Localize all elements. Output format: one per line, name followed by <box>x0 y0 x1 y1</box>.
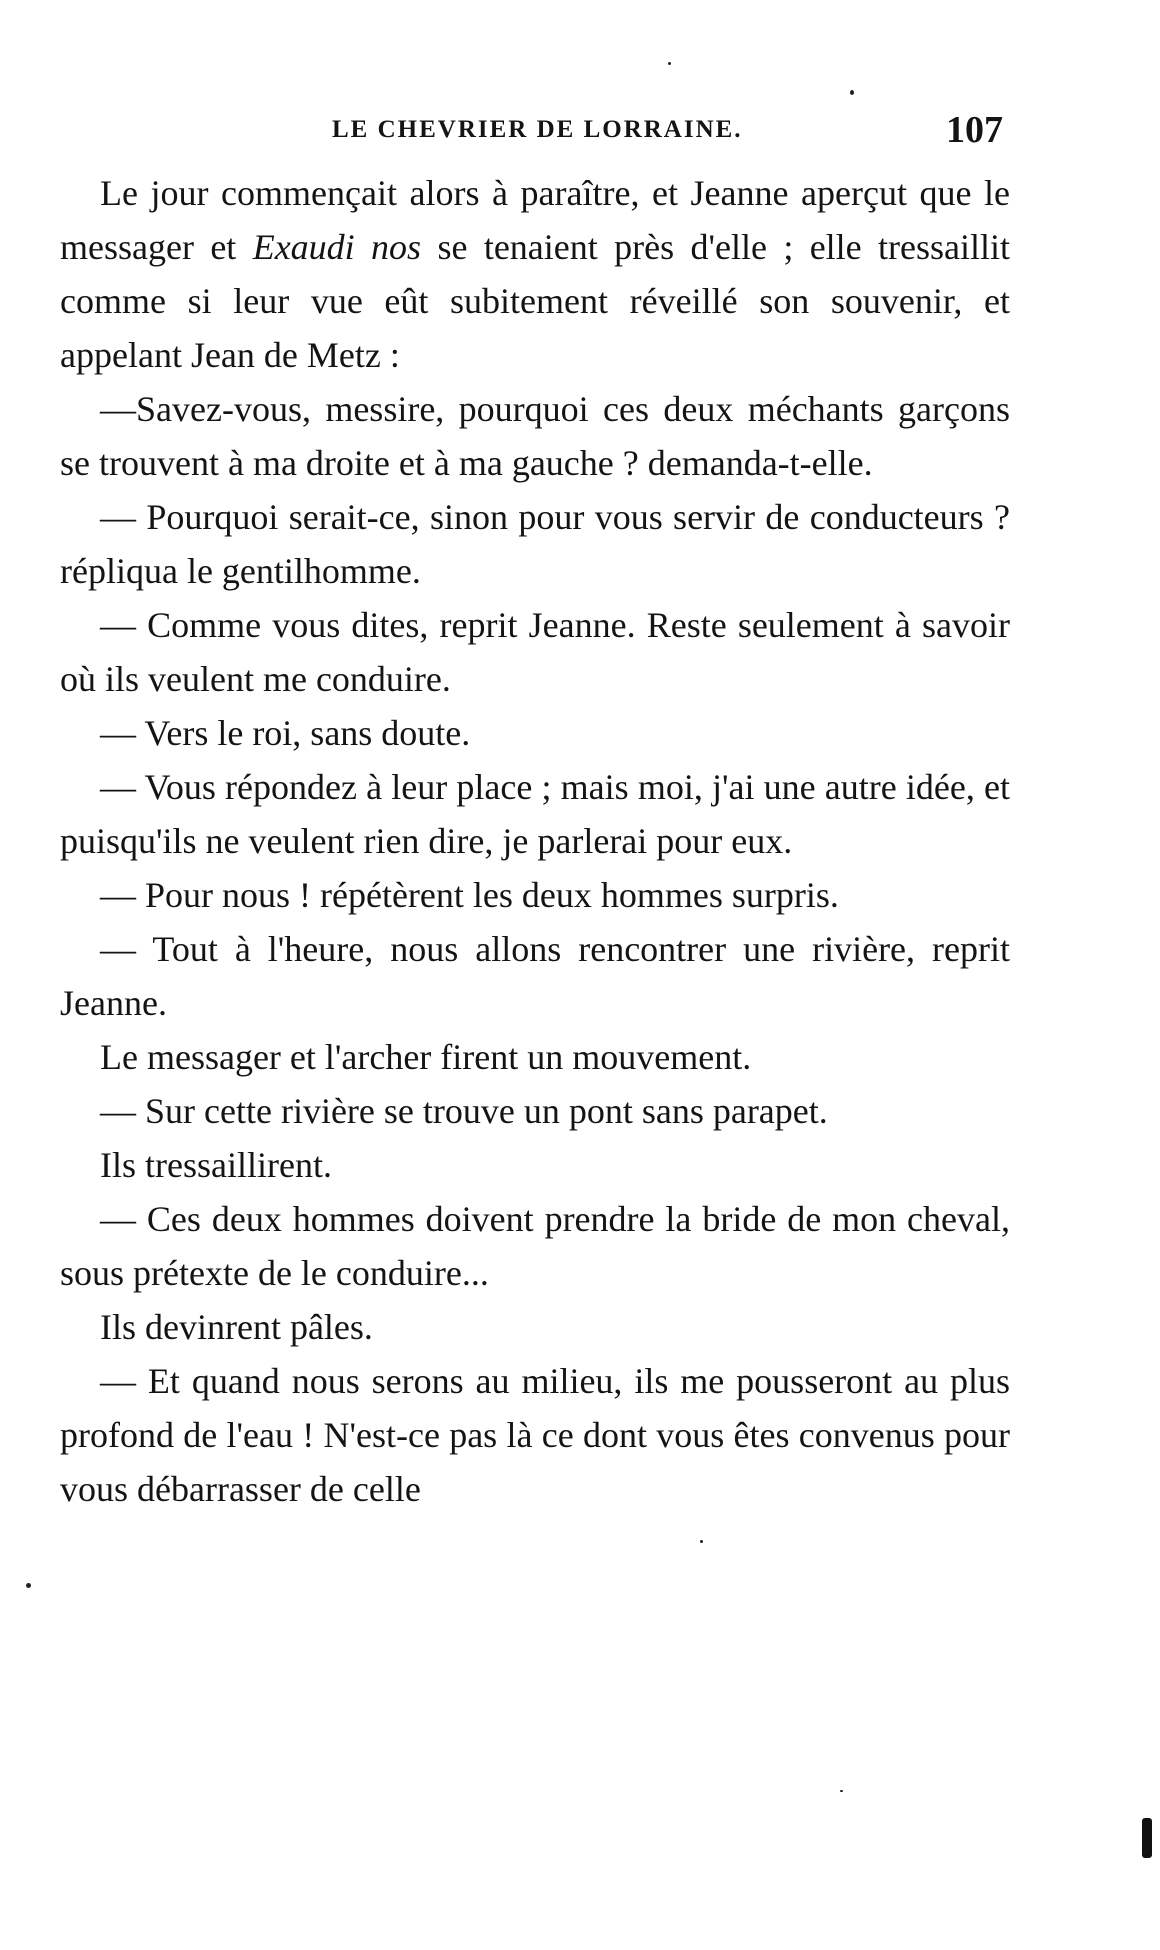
paragraph-1 <box>60 166 1010 382</box>
scan-speck <box>850 90 854 95</box>
paragraph-13: Ils devinrent pâles. <box>100 1307 373 1347</box>
paragraph-9: Le messager et l'archer firent un mouvement. <box>100 1037 752 1077</box>
paragraph-2: —Savez-vous, messire, pourquoi ces deux méchants garçons se trouvent à ma droite et à ma gauche ? demanda-t-elle. <box>60 389 1010 483</box>
paragraph-11: Ils tressaillirent. <box>100 1145 332 1185</box>
body-text <box>60 166 1010 1516</box>
scan-speck <box>26 1583 31 1588</box>
paragraph-1-text: Le jour commençait alors à paraître, et Jeanne aperçut que le messager et <box>60 173 1010 267</box>
paragraph-1-italic: Exaudi nos <box>252 227 422 267</box>
paragraph-10: — Sur cette rivière se trouve un pont sans parapet. <box>100 1091 828 1131</box>
paragraph-7: — Pour nous ! répétèrent les deux hommes surpris. <box>100 875 839 915</box>
page-header <box>0 108 1160 158</box>
paragraph-6: — Vous répondez à leur place ; mais moi, j'ai une autre idée, et puisqu'ils ne veulent rien dire, je parlerai pour eux. <box>60 767 1010 861</box>
page-edge-mark <box>1142 1818 1152 1858</box>
paragraph-4: — Comme vous dites, reprit Jeanne. Reste seulement à savoir où ils veulent me conduire. <box>60 605 1010 699</box>
paragraph-8: — Tout à l'heure, nous allons rencontrer une rivière, reprit Jeanne. <box>60 929 1010 1023</box>
paragraph-12: — Ces deux hommes doivent prendre la bride de mon cheval, sous prétexte de le conduire... <box>60 1199 1010 1293</box>
paragraph-3: — Pourquoi serait-ce, sinon pour vous servir de conducteurs ? répliqua le gentilhomme. <box>60 497 1010 591</box>
scan-speck <box>700 1540 703 1543</box>
scan-speck <box>668 62 671 65</box>
running-title: LE CHEVRIER DE LORRAINE. <box>332 116 743 143</box>
paragraph-1-rest: se tenaient près d'elle ; elle tressaillit comme si leur vue eût subitement réveillé son souvenir, et appelant Jean de Metz : <box>60 227 1011 375</box>
paragraph-5: — Vers le roi, sans doute. <box>100 713 471 753</box>
scan-speck <box>840 1790 843 1792</box>
page-number: 107 <box>946 109 1003 151</box>
paragraph-14: — Et quand nous serons au milieu, ils me pousseront au plus profond de l'eau ! N'est-ce pas là ce dont vous êtes convenus pour vous débarrasser de celle <box>60 1361 1010 1509</box>
